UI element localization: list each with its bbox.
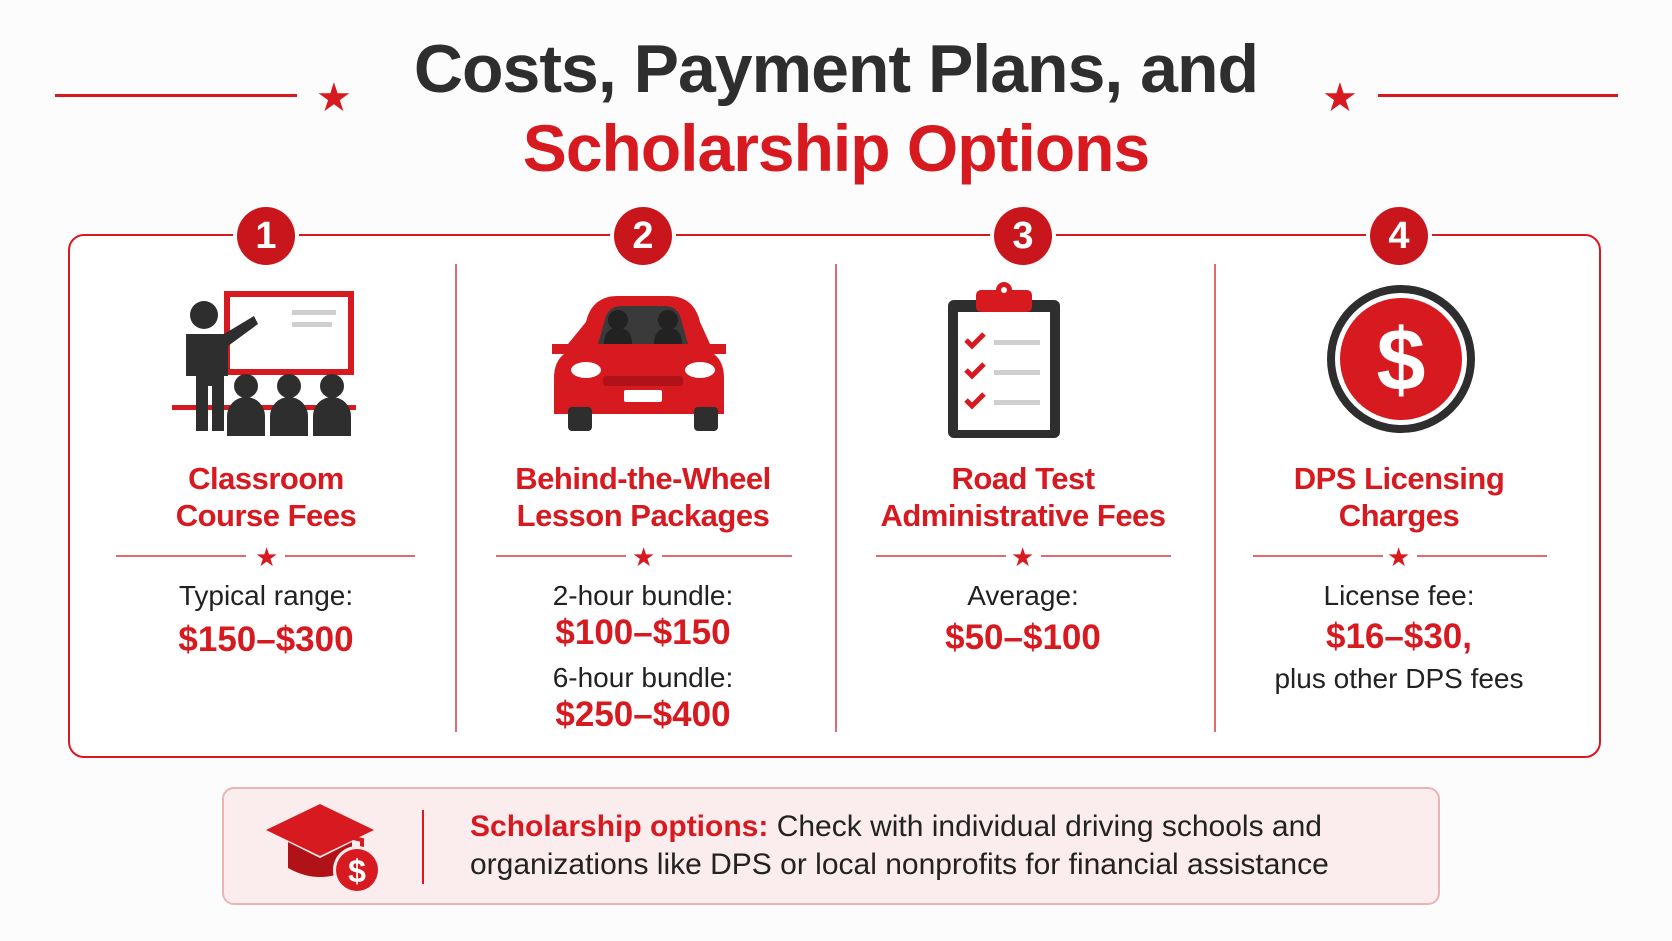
column-1-value: $150–$300	[178, 620, 354, 659]
column-2-separator-right	[662, 555, 792, 557]
column-4-separator-right	[1417, 555, 1547, 557]
column-3-title-line1: Road Test	[951, 461, 1095, 496]
svg-text:$: $	[1376, 310, 1426, 409]
title-rule-right	[1378, 94, 1618, 97]
column-2-label-1: 2-hour bundle:	[552, 580, 734, 611]
clipboard-checklist-icon	[942, 282, 1072, 442]
column-1-label: Typical range:	[178, 580, 354, 611]
step-badge-3: 3	[994, 207, 1052, 265]
title-star-right: ★	[1322, 76, 1358, 120]
column-4-value: $16–$30,	[1326, 617, 1472, 656]
column-4-title-line1: DPS Licensing	[1293, 461, 1505, 496]
column-4-title	[1209, 460, 1589, 534]
column-1-title	[76, 460, 456, 534]
column-1-separator-left	[116, 555, 246, 557]
scholarship-divider	[422, 810, 424, 884]
step-badge-4: 4	[1370, 207, 1428, 265]
column-3-value: $50–$100	[945, 618, 1101, 657]
column-1-title-line2: Course Fees	[175, 498, 357, 533]
column-3-separator-star: ★	[1011, 542, 1035, 572]
page-title-line1: Costs, Payment Plans, and	[413, 31, 1259, 107]
column-3-separator-left	[876, 555, 1006, 557]
column-2-title-line2: Lesson Packages	[516, 498, 770, 533]
column-2-value-2: $250–$400	[555, 695, 731, 734]
column-3-label: Average:	[967, 580, 1079, 611]
classroom-teacher-icon	[172, 282, 362, 442]
column-4-note: plus other DPS fees	[1274, 663, 1524, 694]
page-title-line2: Scholarship Options	[522, 111, 1150, 185]
column-2-separator-left	[496, 555, 626, 557]
car-icon	[548, 282, 738, 442]
column-2-separator-star: ★	[632, 542, 656, 572]
column-3-title	[833, 460, 1213, 534]
column-2-label-2: 6-hour bundle:	[552, 662, 734, 693]
column-4-title-line2: Charges	[1338, 498, 1460, 533]
svg-text:$: $	[348, 853, 366, 889]
graduation-cap-dollar-icon	[262, 800, 386, 896]
column-2-title	[453, 460, 833, 534]
column-4-separator-left	[1253, 555, 1383, 557]
column-2-value-1: $100–$150	[555, 613, 731, 652]
column-4-label: License fee:	[1323, 580, 1475, 611]
dollar-coin-icon	[1324, 282, 1478, 436]
step-badge-2: 2	[614, 207, 672, 265]
scholarship-text	[470, 808, 1410, 884]
column-1-title-line1: Classroom	[188, 461, 344, 496]
column-3-title-line2: Administrative Fees	[880, 498, 1166, 533]
step-badge-1: 1	[237, 207, 295, 265]
column-2-title-line1: Behind-the-Wheel	[515, 461, 771, 496]
column-1-separator-right	[285, 555, 415, 557]
column-3-separator-right	[1041, 555, 1171, 557]
column-1-separator-star: ★	[255, 542, 279, 572]
column-4-separator-star: ★	[1387, 542, 1411, 572]
title-star-left: ★	[316, 76, 352, 120]
scholarship-body: Check with individual driving schools and organizations like DPS or local nonprofits for financial assistance	[470, 810, 1329, 881]
scholarship-lead: Scholarship options:	[470, 810, 769, 843]
